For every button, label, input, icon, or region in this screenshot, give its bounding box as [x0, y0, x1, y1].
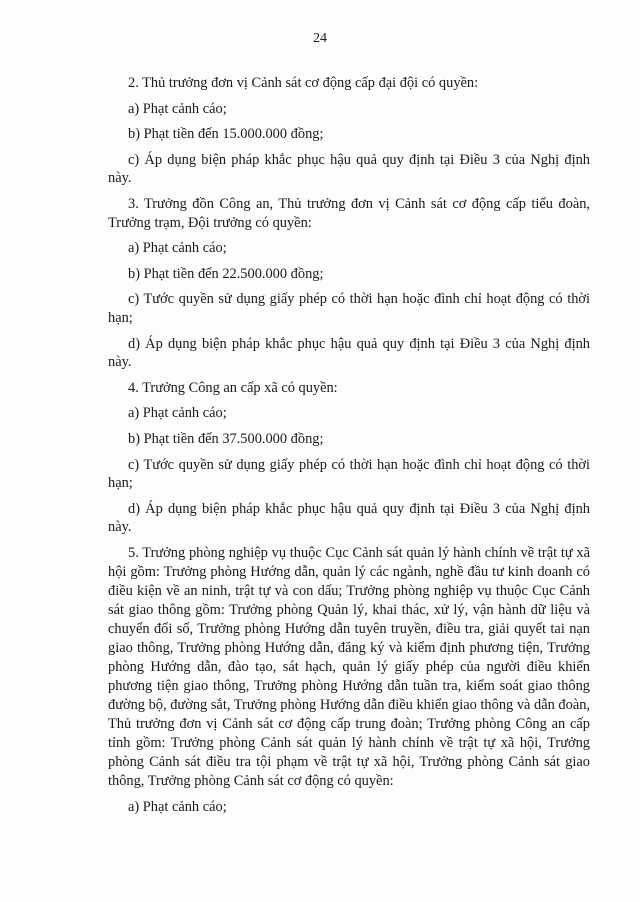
paragraph-3b: b) Phạt tiền đến 22.500.000 đồng;: [128, 265, 324, 282]
paragraph-2b: b) Phạt tiền đến 15.000.000 đồng;: [128, 126, 324, 143]
paragraph-3d: d) Áp dụng biện pháp khắc phục hậu quả quy định tại Điều 3 của Nghị định này.: [108, 335, 590, 371]
paragraph-5a: a) Phạt cảnh cáo;: [128, 798, 227, 815]
paragraph-2c: c) Áp dụng biện pháp khắc phục hậu quả quy định tại Điều 3 của Nghị định này.: [108, 151, 590, 187]
paragraph-4b: b) Phạt tiền đến 37.500.000 đồng;: [128, 430, 324, 447]
paragraph-3c: c) Tước quyền sử dụng giấy phép có thời hạn hoặc đình chỉ hoạt động có thời hạn;: [108, 291, 590, 326]
paragraph-5: 5. Trưởng phòng nghiệp vụ thuộc Cục Cảnh sát quản lý hành chính về trật tự xã hội gồm: Trưởng phòng Hướng dẫn, quản lý các ngành, nghề đầu tư kinh doanh có điều kiện về an ninh, trật tự và con dấu; Trưởng phòng nghiệp vụ thuộc Cục Cảnh sát giao thông gồm: Trưởng phòng Quản lý, khai thác, xử lý, vận hành dữ liệu và chuyển đổi số, Trưởng phòng Hướng dẫn tuyên truyền, điều tra, giải quyết tai nạn giao thông, Trưởng phòng Hướng dẫn, đăng ký và kiểm định phương tiện, Trưởng phòng Hướng dẫn, đào tạo, sát hạch, quản lý giấy phép của người điều khiển phương tiện giao thông, Trưởng phòng Hướng dẫn tuần tra, kiểm soát giao thông đường bộ, đường sắt, Trưởng phòng Hướng dẫn điều khiển giao thông và dẫn đoàn, Thủ trưởng đơn vị Cảnh sát cơ động cấp trung đoàn; Trưởng phòng Công an cấp tỉnh gồm: Trưởng phòng Cảnh sát quản lý hành chính về trật tự xã hội, Trưởng phòng Cảnh sát điều tra tội phạm về trật tự xã hội, Trưởng phòng Cảnh sát giao thông, Trưởng phòng Cảnh sát cơ động có quyền:: [108, 544, 590, 789]
paragraph-4c: c) Tước quyền sử dụng giấy phép có thời hạn hoặc đình chỉ hoạt động có thời hạn;: [108, 456, 590, 492]
paragraph-4d: d) Áp dụng biện pháp khắc phục hậu quả quy định tại Điều 3 của Nghị định này.: [108, 500, 590, 536]
paragraph-3a: a) Phạt cảnh cáo;: [128, 240, 227, 257]
page-number: 24: [313, 31, 327, 46]
document-body: [108, 74, 590, 823]
paragraph-2: 2. Thủ trưởng đơn vị Cảnh sát cơ động cấp đại đội có quyền:: [128, 75, 479, 91]
paragraph-2a: a) Phạt cảnh cáo;: [128, 100, 227, 117]
paragraph-4a: a) Phạt cảnh cáo;: [128, 405, 227, 422]
paragraph-3: 3. Trưởng đồn Công an, Thủ trưởng đơn vị Cảnh sát cơ động cấp tiểu đoàn, Trưởng trạm, Đội trưởng có quyền:: [108, 195, 590, 231]
paragraph-4: 4. Trưởng Công an cấp xã có quyền:: [128, 379, 338, 396]
